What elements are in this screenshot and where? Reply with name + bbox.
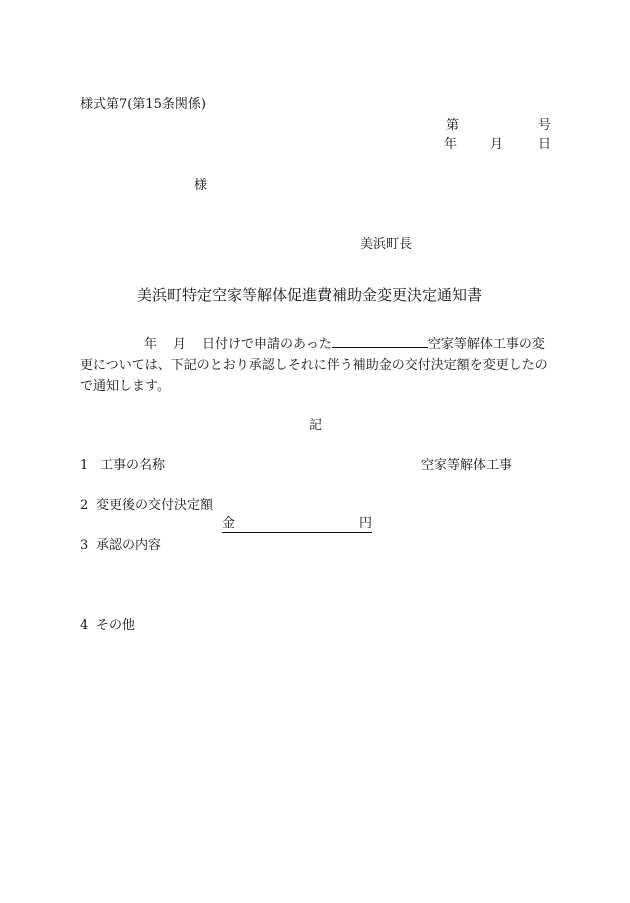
amount-field: [222, 517, 372, 533]
sender-name: 美浜町長: [360, 237, 413, 252]
item-3-number: 3: [80, 538, 89, 553]
item-1-value: 空家等解体工事: [421, 458, 513, 473]
amount-prefix: 金: [222, 516, 236, 531]
ki-heading: 記: [309, 418, 323, 433]
item-4-label: その他: [96, 618, 136, 633]
item-1-number: 1: [80, 458, 89, 473]
amount-suffix: 円: [358, 516, 372, 531]
body-month: 月: [173, 337, 187, 352]
body-text-after-blank: 空家等解体工事の変更については、下記のとおり承認しそれに伴う補助金の交付決定額を変更したので通知します。: [80, 337, 548, 394]
project-name-blank: [332, 335, 428, 348]
addressee-honorific: 様: [194, 178, 208, 193]
body-paragraph: [80, 334, 552, 397]
item-3-label: 承認の内容: [96, 538, 162, 553]
document-number-suffix: 号: [538, 118, 552, 133]
date-month-label: 月: [490, 137, 504, 152]
date-year-label: 年: [444, 137, 458, 152]
body-text-before-blank: 日付けで申請のあった: [202, 337, 332, 352]
date-day-label: 日: [538, 137, 552, 152]
item-4-number: 4: [80, 618, 89, 633]
body-year: 年: [144, 337, 158, 352]
item-1-label: 工事の名称: [100, 458, 166, 473]
form-label: 様式第7(第15条関係): [80, 97, 206, 112]
item-2-number: 2: [80, 498, 89, 513]
document-number-prefix: 第: [446, 118, 460, 133]
item-2-label: 変更後の交付決定額: [96, 498, 214, 513]
document-title: 美浜町特定空家等解体促進費補助金変更決定通知書: [137, 286, 483, 304]
